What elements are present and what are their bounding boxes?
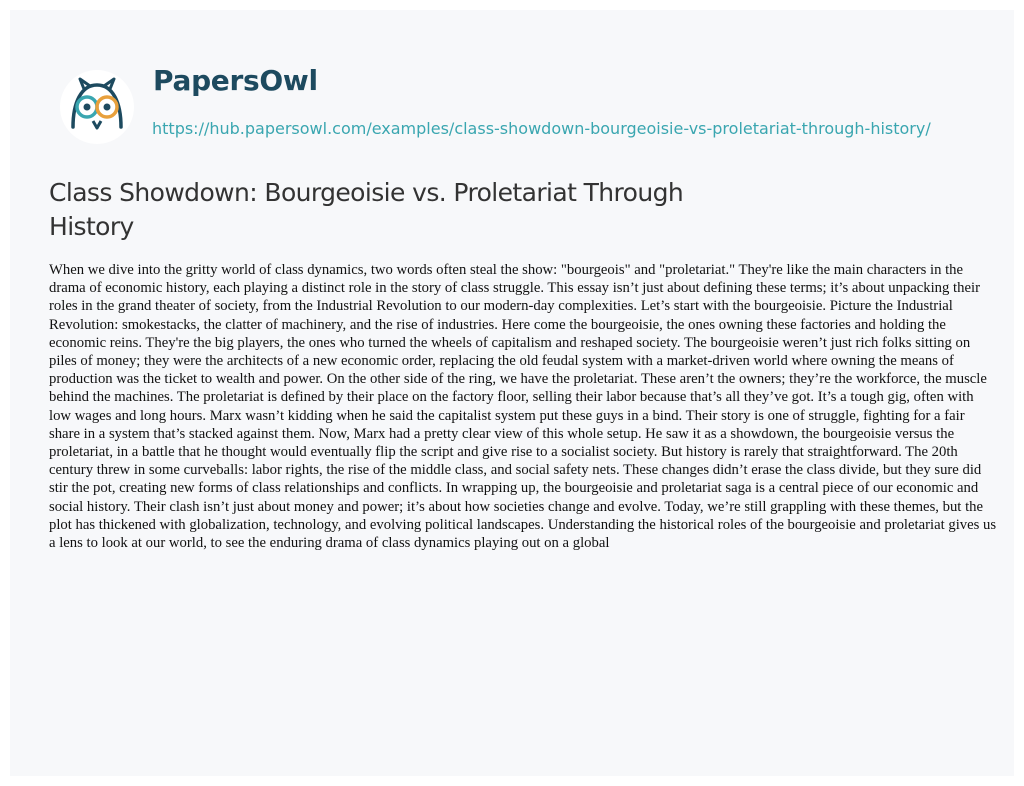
brand-name: PapersOwl [153, 64, 318, 97]
article-body: When we dive into the gritty world of class dynamics, two words often steal the show: "bourgeois" and "proletariat." They're like the main characters in the drama of economic history, each playing a distinct role in the story of class struggle. This essay isn’t just about defining these terms; it’s about unpacking their roles in the grand theater of society, from the Industrial Revolution to our modern-day complexities. Let’s start with the bourgeoisie. Picture the Industrial Revolution: smokestacks, the clatter of machinery, and the rise of industries. Here come the bourgeoisie, the ones owning these factories and holding the economic reins. They're the big players, the ones who turned the wheels of capitalism and reshaped society. The bourgeoisie weren’t just rich folks sitting on piles of money; they were the architects of a new economic order, replacing the old feudal system with a market-driven world where owning the means of production was the ticket to wealth and power. On the other side of the ring, we have the proletariat. These aren’t the owners; they’re the workforce, the muscle behind the machines. The proletariat is defined by their place on the factory floor, selling their labor because that’s all they’ve got. It’s a tough gig, often with low wages and long hours. Marx wasn’t kidding when he said the capitalist system put these guys in a bind. Their story is one of struggle, fighting for a fair share in a system that’s stacked against them. Now, Marx had a pretty clear view of this whole setup. He saw it as a showdown, the bourgeoisie versus the proletariat, in a battle that he thought would eventually flip the script and give rise to a socialist society. But history is rarely that straightforward. The 20th century threw in some curveballs: labor rights, the rise of the middle class, and social safety nets. These changes didn’t erase the class divide, but they sure did stir the pot, creating new forms of class relationships and conflicts. In wrapping up, the bourgeoisie and proletariat saga is a central piece of our economic and social history. Their clash isn’t just about money and power; it’s about how societies change and evolve. Today, we’re still grappling with these themes, but the plot has thickened with globalization, technology, and evolving political landscapes. Understanding the historical roles of the bourgeoisie and proletariat gives us a lens to look at our world, to see the enduring drama of class dynamics playing out on a global [49, 262, 997, 552]
document-page [10, 10, 1014, 776]
article-title: Class Showdown: Bourgeoisie vs. Proletariat Through History [49, 178, 684, 241]
source-url-link[interactable]: https://hub.papersowl.com/examples/class-showdown-bourgeoisie-vs-proletariat-through-history/ [152, 119, 931, 138]
owl-logo-icon [59, 69, 135, 145]
